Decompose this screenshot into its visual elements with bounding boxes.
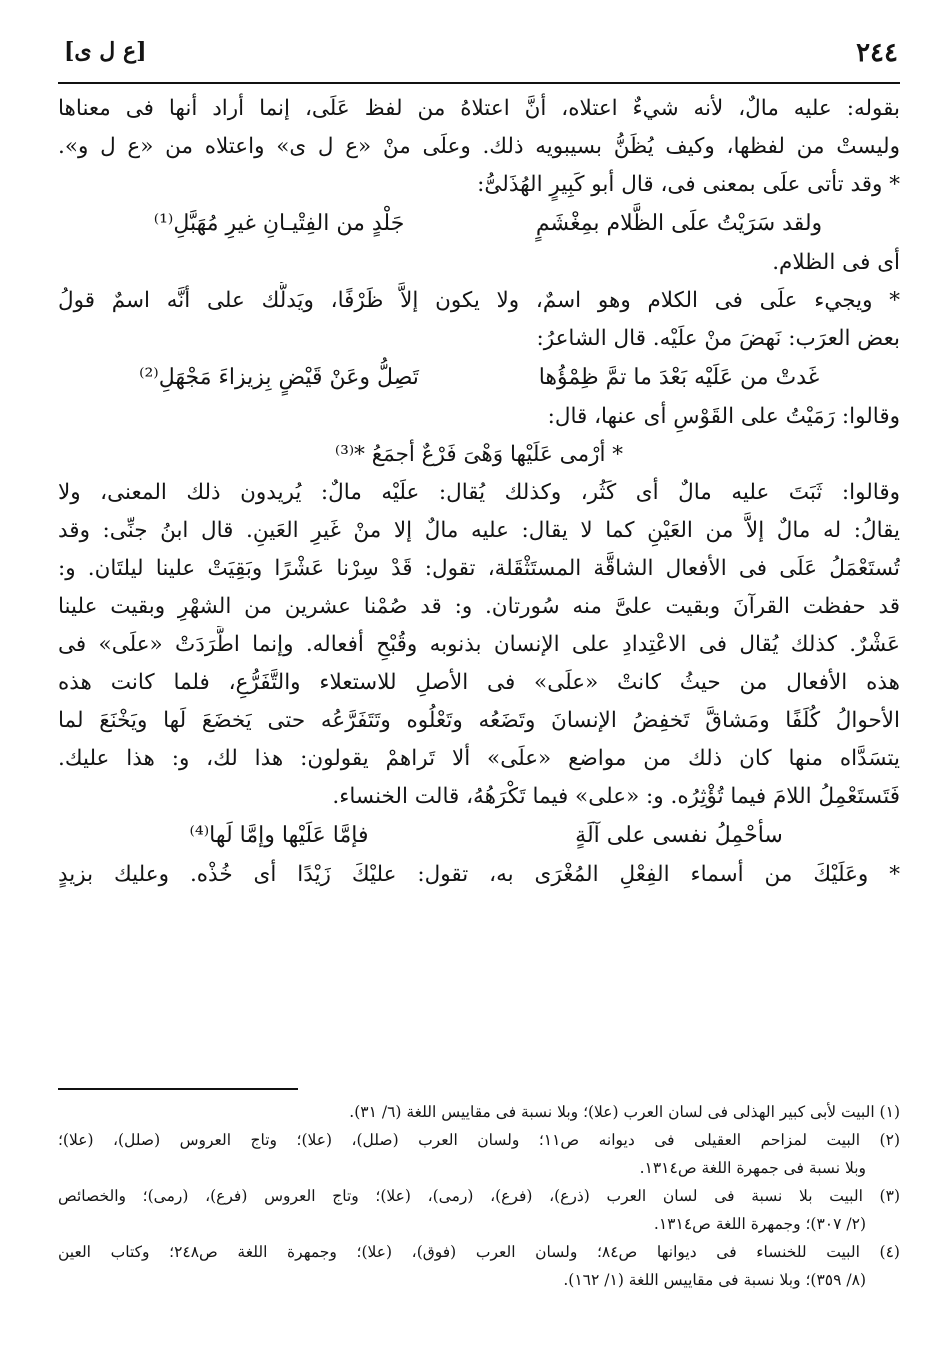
text-line: عَشْرٌ. كذلك يُقال فى الاعْتِدادِ على الإنسان بذنوبه وقُبْحِ أفعاله. وإنما اطَّرَدَتْ «علَى» فى [58, 632, 900, 657]
footnote-4: (٤) البيت للخنساء فى ديوانها ص٨٤؛ ولسان العرب (فوق)، (علا)؛ وجمهرة اللغة ص٢٤٨؛ وكتاب العين [58, 1243, 900, 1261]
main-text [58, 90, 900, 894]
running-head: [ع ل ى] [64, 38, 147, 64]
verse-1-second-hemistich: جَلْدٍ من الفِتْيـانِ غيرِ مُهَبَّلِ⁽¹⁾ [153, 211, 405, 236]
book-page [58, 30, 900, 1350]
text-line: فَتَستَعْمِلُ اللامَ فيما تُؤْثِرُه. و: «على» فيما تَكْرَهُهُ، قالت الخنساء. [332, 784, 900, 809]
text-line: الأحوالُ كُلَفًا ومَشاقَّ تَخفِضُ الإنسانَ وتَضَعُه وتَعْلُوه وتَتَفَرَّعُه حتى يَخضَعَ لَها ويَخْنَعَ لما [58, 708, 900, 733]
verse-3-half-line: * أرْمى عَلَيْها وَهْىَ فَرْعٌ أجمَعُ *⁽³⁾ [334, 442, 624, 467]
page-number: ٢٤٤ [856, 38, 898, 68]
text-line: بقوله: عليه مالٌ، لأنه شيءٌ اعتلاه، أنَّ اعتلاهُ من لفظ عَلَى، إنما أراد أنها فى معناها [58, 96, 900, 121]
footnote-separator [58, 1088, 298, 1090]
text-line: أى فى الظلام. [772, 250, 900, 275]
verse-4-second-hemistich: فإمَّا عَلَيْها وإمَّا لَها⁽⁴⁾ [189, 823, 369, 848]
text-line: يقالُ: له مالٌ إلاَّ من العَيْنِ كما لا يقال: عليه مالٌ إلا منْ غَيرِ العَينِ. قال ابنُ جنِّى: وقد [58, 518, 900, 543]
footnote-1: (١) البيت لأبى كبير الهذلى فى لسان العرب (علا)؛ وبلا نسبة فى مقاييس اللغة (٦/ ٣١). [349, 1103, 900, 1121]
text-line: * وقد تأتى علَى بمعنى فى، قال أبو كَبِيرٍ الهُذَلىُّ: [477, 172, 900, 197]
footnote-2-continued: وبلا نسبة فى جمهرة اللغة ص١٣١٤. [639, 1159, 866, 1177]
text-line: بعض العرَب: نَهضَ منْ علَيْه. قال الشاعرُ: [536, 326, 900, 351]
verse-2-first-hemistich: غَدتْ من عَلَيْه بَعْدَ ما تمَّ ظِمْؤُها [538, 365, 820, 390]
text-line: * وعَلَيْكَ من أسماء الفِعْلِ المُغْرَى به، تقول: عليْكَ زَيْدًا أى خُذْه. وعليك بزيدٍ [58, 862, 900, 887]
footnote-4-continued: (٨/ ٣٥٩)؛ وبلا نسبة فى مقاييس اللغة (١/ ١٦٢). [563, 1271, 866, 1289]
footnote-2: (٢) البيت لمزاحم العقيلى فى ديوانه ص١١؛ ولسان العرب (صلل)، (علا)؛ وتاج العروس (صلل)، (علا)؛ [58, 1131, 900, 1149]
verse-1-first-hemistich: ولقد سَرَيْتُ علَى الظَّلام بمِغْشَمٍ [535, 211, 823, 236]
footnotes [58, 1098, 900, 1294]
text-line: قد حفظت القرآنَ وبقيت علىَّ منه سُورتان. و: قد صُمْنا عشرين من الشهْرِ وبقيت علينا [58, 594, 900, 619]
page-header [58, 30, 900, 84]
verse-1 [58, 204, 900, 244]
text-line: هذه الأفعال من حيثُ كانتْ «علَى» فى الأصلِ للاستعلاء والتَّفَرُّعِ، فلما كانت هذه [58, 670, 900, 695]
footnote-3: (٣) البيت بلا نسبة فى لسان العرب (ذرع)، (فرع)، (رمى)، (علا)؛ وتاج العروس (فرع)، (رمى)؛ والخصائص [58, 1187, 900, 1205]
text-line: يتسَدَّاه منها كان ذلك من مواضع «علَى» ألا تَراهمْ يقولون: هذا لك، و: هذا عليك. [58, 746, 900, 771]
verse-4-first-hemistich: سأحْمِلُ نفسى على آلَةٍ [575, 823, 783, 848]
verse-2-second-hemistich: تَصِلُّ وعَنْ قَيْضٍ بِزيزاءَ مَجْهَلِ⁽²⁾ [139, 365, 419, 390]
verse-4 [58, 816, 900, 856]
text-line: وليستْ من لفظها، وكيف يُظَنُّ بسيبويه ذلك. وعلَى منْ «ع ل ى» واعتلاه من «ع ل و». [58, 134, 900, 159]
verse-2 [58, 358, 900, 398]
text-line: * ويجيء علَى فى الكلام وهو اسمٌ، ولا يكون إلاَّ ظَرْفًا، ويَدلُّك على أنَّه اسمٌ قولُ [58, 288, 900, 313]
text-line: وقالوا: رَمَيْتُ على القَوْسِ أى عنها، قال: [547, 404, 900, 429]
text-line: وقالوا: ثَبَتَ عليه مالٌ أى كَثُر، وكذلك يُقال: علَيْه مالٌ: يُريدون ذلك المعنى، ولا [58, 480, 900, 505]
footnote-3-continued: (٢/ ٣٠٧)؛ وجمهرة اللغة ص١٣١٤. [653, 1215, 866, 1233]
text-line: تُستَعْمَلُ عَلَى فى الأفعال الشاقَّة المستَثْقَلة، تقول: قَدْ سِرْنا عَشْرًا وبَقِيَتْ علينا ليلتَان. و: [58, 556, 900, 581]
